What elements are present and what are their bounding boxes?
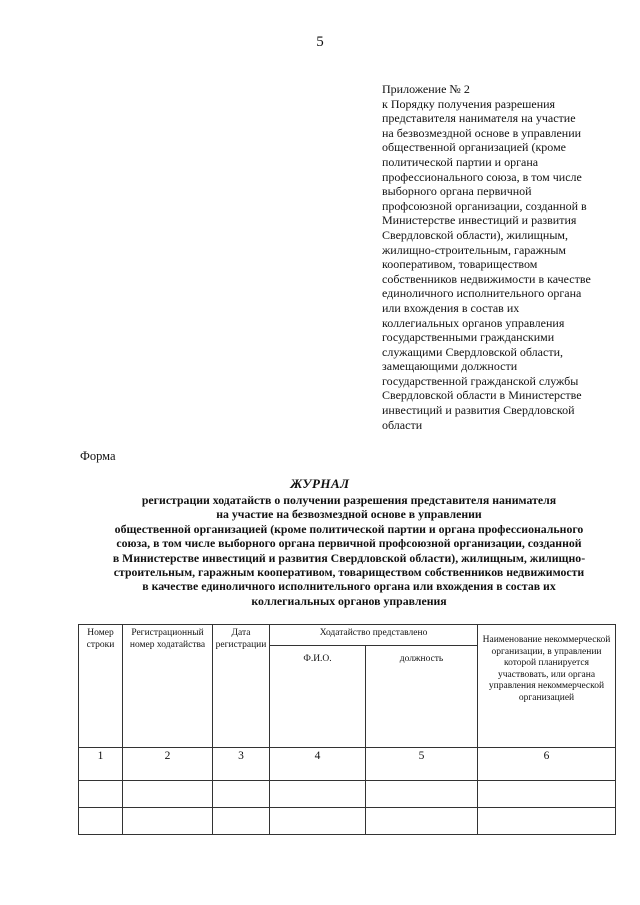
table-cell <box>366 781 478 808</box>
journal-subtitle-line: в качестве единоличного исполнительного органа или вхождения в состав их <box>142 579 556 594</box>
appendix-line: единоличного исполнительного органа <box>382 286 582 301</box>
table-cell <box>79 781 123 808</box>
table-cell <box>478 781 616 808</box>
journal-subtitle-line: в Министерстве инвестиций и развития Свердловской области), жилищным, жилищно- <box>112 550 586 565</box>
table-cell <box>79 808 123 835</box>
table-cell <box>213 808 270 835</box>
header-full-name: Ф.И.О. <box>270 646 366 748</box>
table-cell <box>270 781 366 808</box>
appendix-line: коллегиальных органов управления <box>382 315 565 330</box>
appendix-line: профсоюзной организации, созданной в <box>382 198 587 213</box>
appendix-line: профессионального союза, в том числе <box>382 169 582 184</box>
appendix-line: государственными гражданскими <box>382 330 555 345</box>
appendix-line: Министерстве инвестиций и развития <box>382 213 577 228</box>
appendix-line: замещающими должности <box>382 359 518 374</box>
column-number: 6 <box>478 748 616 781</box>
appendix-line: служащими Свердловской области, <box>382 344 563 359</box>
table-row <box>79 808 616 835</box>
header-registration-date: Дата регистрации <box>213 625 270 748</box>
header-row-number: Номер строки <box>79 625 123 748</box>
table-cell <box>270 808 366 835</box>
header-position: должность <box>366 646 478 748</box>
appendix-line: жилищно-строительным, гаражным <box>382 242 566 257</box>
journal-subtitle-line: общественной организацией (кроме политической партии и органа профессионального <box>114 521 584 536</box>
appendix-line: к Порядку получения разрешения <box>382 96 556 111</box>
table-cell <box>213 781 270 808</box>
column-numbers-row <box>79 748 616 781</box>
appendix-block <box>382 82 632 432</box>
appendix-line: собственников недвижимости в качестве <box>382 271 591 286</box>
table-cell <box>478 808 616 835</box>
journal-subtitle-line: союза, в том числе выборного органа первичной профсоюзной организации, созданной <box>116 536 582 551</box>
form-label: Форма <box>80 449 116 463</box>
column-number: 2 <box>123 748 213 781</box>
journal-title: ЖУРНАЛ <box>290 476 350 491</box>
journal-subtitle <box>84 493 614 608</box>
page-number: 5 <box>316 34 324 50</box>
column-number: 5 <box>366 748 478 781</box>
header-petition-submitted: Ходатайство представлено <box>270 625 478 646</box>
column-number: 4 <box>270 748 366 781</box>
table-cell <box>123 781 213 808</box>
appendix-line: общественной организацией (кроме <box>382 140 566 155</box>
table-cell <box>366 808 478 835</box>
appendix-line: области <box>382 417 423 432</box>
appendix-line: Свердловской области), жилищным, <box>382 227 568 242</box>
header-organization-name: Наименование некоммерческой организации, в управлении которой планируется участвовать, или органа управления некоммерческой организацией <box>478 625 616 748</box>
appendix-line: Свердловской области в Министерстве <box>382 388 582 403</box>
column-number: 1 <box>79 748 123 781</box>
appendix-line: инвестиций и развития Свердловской <box>382 403 575 418</box>
appendix-line: или вхождения в состав их <box>382 300 520 315</box>
table-row <box>79 781 616 808</box>
table-cell <box>123 808 213 835</box>
appendix-line: Приложение № 2 <box>382 82 470 96</box>
appendix-line: кооперативом, товариществом <box>382 257 538 272</box>
column-number: 3 <box>213 748 270 781</box>
appendix-line: на безвозмездной основе в управлении <box>382 125 582 140</box>
journal-subtitle-line: регистрации ходатайств о получении разрешения представителя нанимателя <box>141 493 557 507</box>
registration-table <box>78 624 616 835</box>
header-registration-number: Регистрационный номер ходатайства <box>123 625 213 748</box>
journal-subtitle-line: на участие на безвозмездной основе в управлении <box>216 507 482 522</box>
appendix-line: представителя нанимателя на участие <box>382 111 576 126</box>
journal-subtitle-line: строительным, гаражным кооперативом, товариществом собственников недвижимости <box>113 565 585 580</box>
appendix-line: политической партии и органа <box>382 154 539 169</box>
journal-subtitle-line: коллегиальных органов управления <box>251 593 447 608</box>
appendix-line: государственной гражданской службы <box>382 373 579 388</box>
appendix-line: выборного органа первичной <box>382 184 532 199</box>
